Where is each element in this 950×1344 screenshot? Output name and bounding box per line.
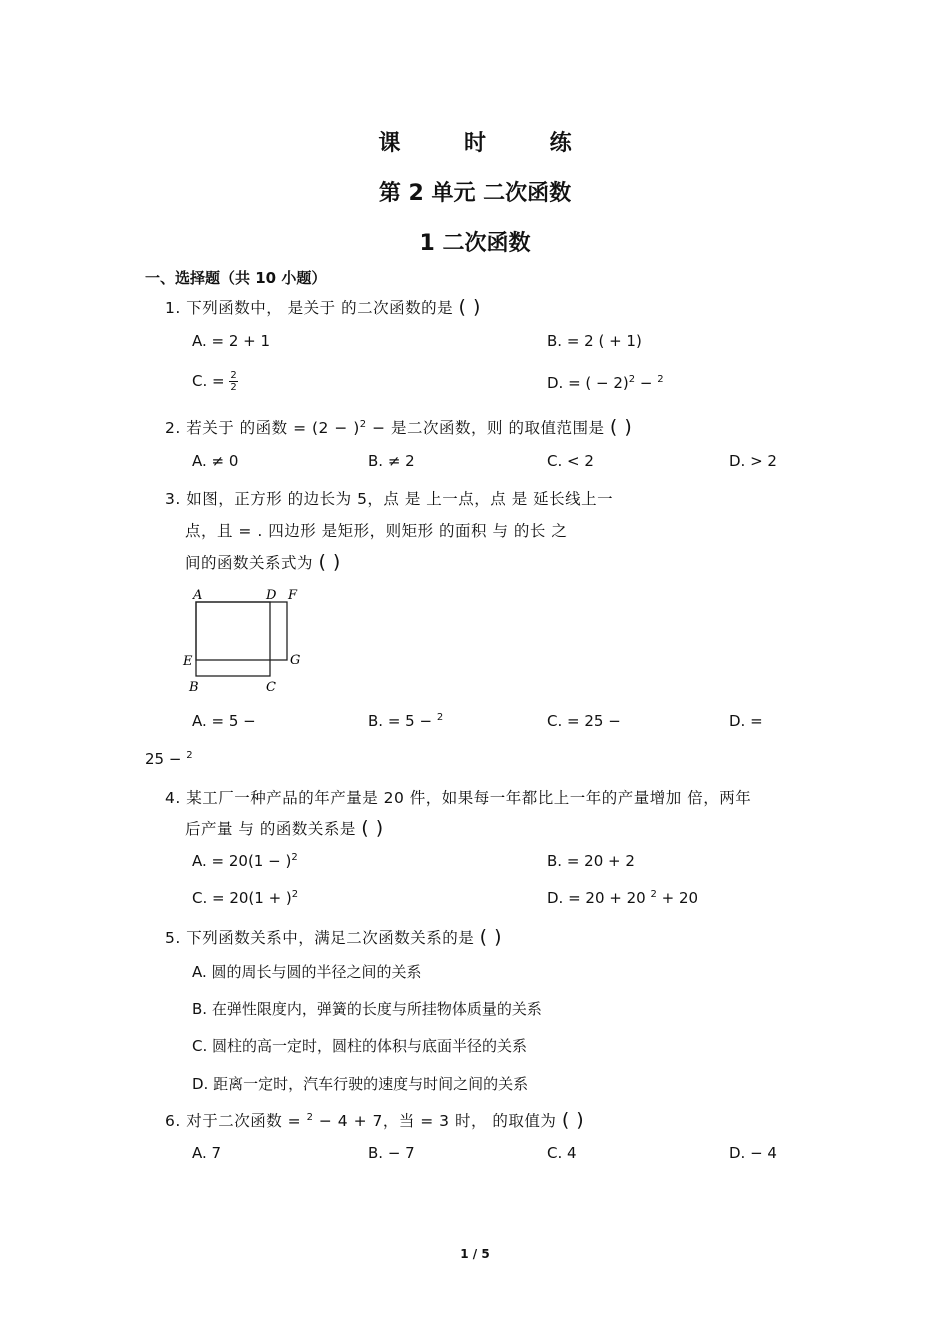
q1-option-b: B. = 2 ( + 1) [547, 332, 642, 350]
doc-title: 课 时 练 [378, 131, 600, 156]
q2-option-c: C. < 2 [547, 452, 594, 470]
question-3-line-2: 点，且 = . 四边形 是矩形，则矩形 的面积 与 的长 之 [185, 522, 568, 540]
question-6-stem [165, 1109, 584, 1131]
label-c: C [266, 680, 276, 695]
exponent: 2 [359, 418, 367, 430]
square-abcd [196, 602, 270, 676]
q3-option-d-cont-pre: 25 − [145, 750, 187, 768]
q1-option-d-mid: − [635, 374, 658, 392]
q6-option-a: A. 7 [192, 1144, 222, 1162]
answer-paren: ( ) [361, 817, 384, 839]
q4-option-d-post: + 20 [656, 889, 699, 907]
q5-option-c: C. 圆柱的高一定时，圆柱的体积与底面半径的关系 [192, 1037, 528, 1055]
label-d: D [266, 588, 277, 603]
q4-option-a [192, 852, 298, 870]
label-e: E [183, 654, 193, 669]
q3-option-c: C. = 25 − [547, 712, 621, 730]
answer-paren: ( ) [609, 416, 633, 438]
label-a: A [193, 588, 203, 603]
question-5-stem [165, 926, 502, 948]
exponent: 2 [186, 750, 193, 761]
question-1-stem [165, 296, 481, 318]
answer-paren: ( ) [479, 926, 503, 948]
fraction-numerator: 2 [230, 370, 237, 381]
q2-option-d: D. > 2 [729, 452, 777, 470]
square-rectangle-figure [180, 585, 310, 695]
fraction-denominator: 2 [230, 382, 237, 393]
exponent: 2 [291, 889, 299, 900]
answer-paren: ( ) [458, 296, 481, 318]
unit-title: 第 2 单元 二次函数 [378, 181, 572, 206]
question-1-text: 1. 下列函数中， 是关于 的二次函数的是 [165, 299, 454, 317]
q5-option-a: A. 圆的周长与圆的半径之间的关系 [192, 963, 422, 981]
q1-option-c [192, 370, 238, 393]
exponent: 2 [650, 889, 657, 900]
question-4-text: 后产量 与 的函数关系是 [185, 820, 356, 838]
q4-option-c-pre: C. = 20(1 + ) [192, 889, 292, 907]
q1-option-d [547, 374, 664, 392]
label-g: G [290, 653, 301, 668]
exponent: 2 [436, 712, 444, 723]
question-3-line-3 [185, 551, 341, 573]
section-heading: 一、选择题（共 10 小题） [145, 269, 327, 287]
q5-option-d: D. 距离一定时，汽车行驶的速度与时间之间的关系 [192, 1075, 529, 1093]
label-f: F [288, 588, 298, 603]
q3-option-d: D. = [729, 712, 763, 730]
lesson-title: 1 二次函数 [419, 231, 531, 256]
question-2-stem [165, 416, 632, 438]
q3-option-a: A. = 5 − [192, 712, 256, 730]
question-6-text-pre: 6. 对于二次函数 = [165, 1112, 307, 1130]
exponent: 2 [291, 852, 298, 863]
question-3-text: 间的函数关系式为 [185, 554, 314, 572]
q4-option-a-pre: A. = 20(1 − ) [192, 852, 292, 870]
q4-option-d-pre: D. = 20 + 20 [547, 889, 651, 907]
q3-option-b-pre: B. = 5 − [368, 712, 437, 730]
q4-option-d [547, 889, 698, 907]
q6-option-c: C. 4 [547, 1144, 577, 1162]
q6-option-b: B. − 7 [368, 1144, 415, 1162]
exponent: 2 [657, 374, 664, 385]
rectangle-afge [196, 602, 287, 660]
q2-option-b: B. ≠ 2 [368, 452, 415, 470]
question-6-text-post: − 4 + 7，当 = 3 时， 的取值为 [313, 1112, 557, 1130]
question-3-line-1: 3. 如图，正方形 的边长为 5，点 是 上一点，点 是 延长线上一 [165, 490, 614, 508]
fraction [229, 370, 237, 393]
label-b: B [189, 680, 199, 695]
q3-option-b [368, 712, 443, 730]
question-4-line-2 [185, 817, 384, 839]
q2-option-a: A. ≠ 0 [192, 452, 239, 470]
q1-option-a: A. = 2 + 1 [192, 332, 271, 350]
q1-option-d-pre: D. = ( − 2) [547, 374, 629, 392]
question-5-text: 5. 下列函数关系中，满足二次函数关系的是 [165, 929, 475, 947]
q5-option-b: B. 在弹性限度内，弹簧的长度与所挂物体质量的关系 [192, 1000, 542, 1018]
question-2-text-pre: 2. 若关于 的函数 = (2 − ) [165, 419, 360, 437]
q4-option-c [192, 889, 298, 907]
page-number: 1 / 5 [460, 1247, 490, 1261]
q4-option-b: B. = 20 + 2 [547, 852, 635, 870]
answer-paren: ( ) [561, 1109, 585, 1131]
question-2-text-post: − 是二次函数，则 的取值范围是 [366, 419, 605, 437]
q6-option-d: D. − 4 [729, 1144, 777, 1162]
answer-paren: ( ) [318, 551, 341, 573]
exponent: 2 [306, 1111, 314, 1123]
q3-option-d-continued [145, 750, 193, 768]
question-4-line-1: 4. 某工厂一种产品的年产量是 20 件，如果每一年都比上一年的产量增加 倍，两年 [165, 789, 752, 807]
q1-option-c-label: C. = [192, 372, 230, 390]
exponent: 2 [628, 374, 636, 385]
